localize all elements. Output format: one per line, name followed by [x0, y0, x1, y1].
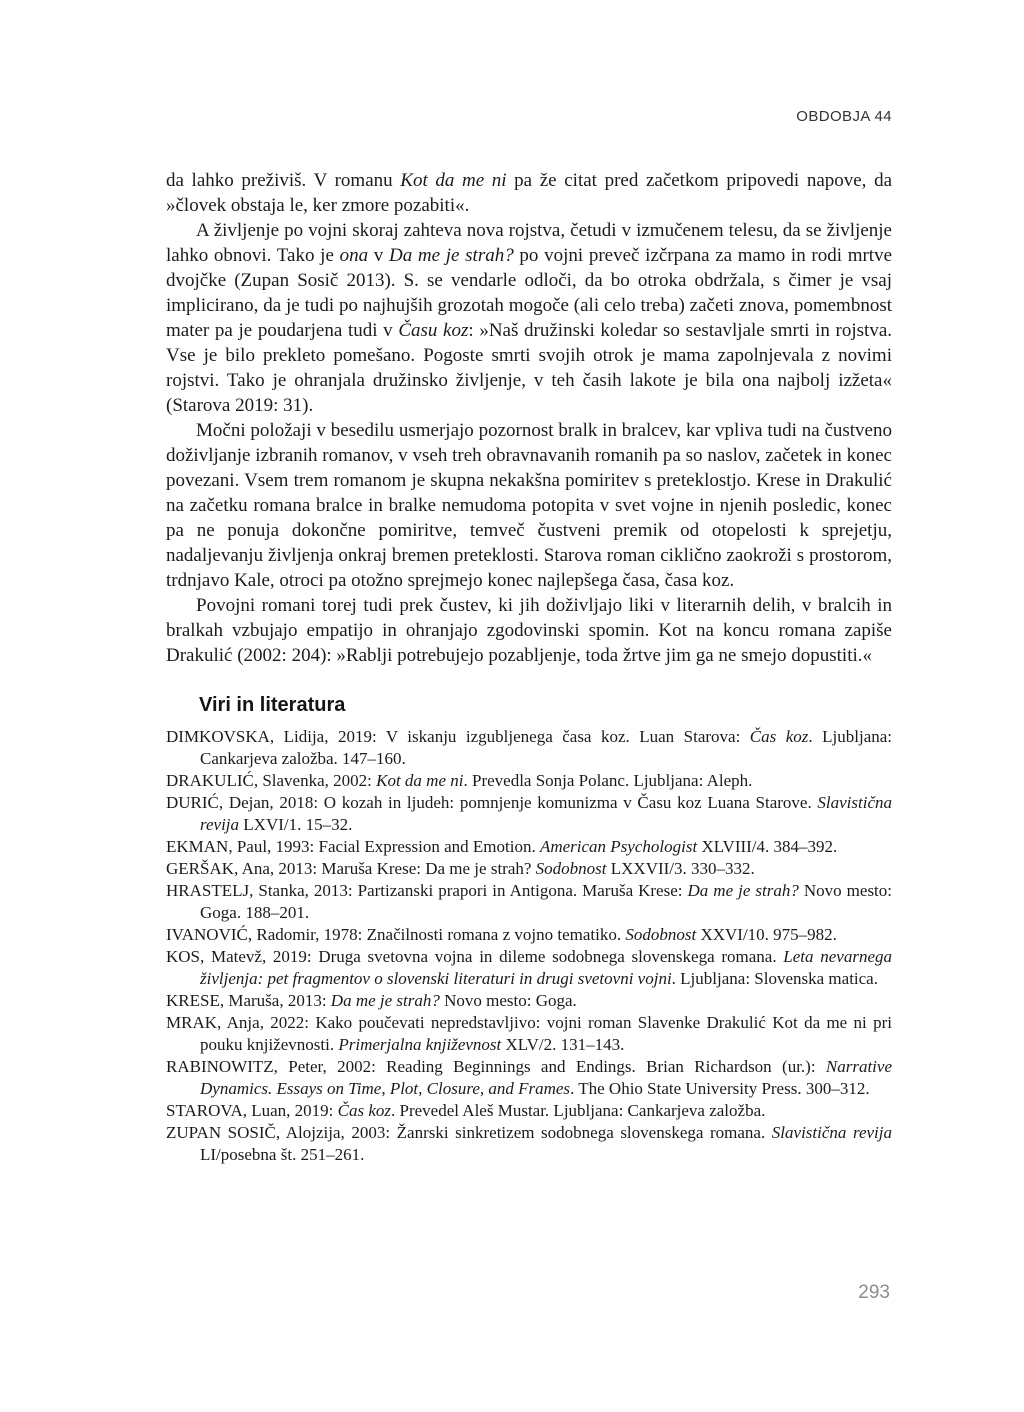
paragraph	[166, 218, 892, 418]
italic-text-run: Kot da me ni	[376, 771, 464, 790]
text-run: DIMKOVSKA, Lidija, 2019: V iskanju izgubljenega časa koz. Luan Starova:	[166, 727, 750, 746]
italic-text-run: Da me je strah?	[388, 245, 514, 266]
reference-entry	[166, 946, 892, 990]
reference-entry	[166, 880, 892, 924]
italic-text-run: Da me je strah?	[687, 881, 799, 900]
references-heading: Viri in literatura	[199, 694, 346, 716]
text-run: DRAKULIĆ, Slavenka, 2002:	[166, 771, 377, 790]
text-run: pa že citat pred začetkom pripovedi napove, da »človek obstaja le, ker zmore pozabiti«.	[166, 170, 892, 216]
italic-text-run: Leta nevarnega življenja: pet fragmentov o slovenski literaturi in drugi svetovni vojni	[200, 947, 892, 988]
text-run: Močni položaji v besedilu usmerjajo pozornost bralk in bralcev, kar vpliva tudi na čustveno doživljanje izbranih romanov, v vseh treh obravnavanih romanih pa so naslov, začetek in konec povezani. Vsem trem romanom je skupna nekakšna pomiritev s preteklostjo. Krese in Drakulić na začetku romana bralce in bralke nemudoma potopita v svet vojne in njenih posledic, konec pa ne ponuja dokončne pomiritve, temveč čustveni premik od otopelosti k sprejetju, nadaljevanju življenja onkraj bremen preteklosti. Starova roman ciklično zaokroži s prostorom, trdnjavo Kale, otroci pa otožno sprejmejo konec najlepšega časa, časa koz.	[166, 420, 892, 591]
text-run: A življenje po vojni skoraj zahteva nova rojstva, četudi v izmučenem telesu, da se življenje lahko obnovi. Tako je	[166, 220, 892, 266]
reference-entry	[166, 858, 892, 880]
italic-text-run: Kot da me ni	[400, 170, 507, 191]
paragraph	[166, 168, 892, 218]
text-run: LXVI/1. 15–32.	[239, 815, 353, 834]
text-run: Povojni romani torej tudi prek čustev, ki jih doživljajo liki v literarnih delih, v bralcih in bralkah vzbujajo empatijo in ohranjajo zgodovinski spomin. Kot na koncu romana zapiše Drakulić (2002: 204): »Rablji potrebujejo pozabljenje, toda žrtve jim ga ne smejo dopustiti.«	[166, 595, 892, 666]
running-head: OBDOBJA 44	[796, 108, 892, 125]
reference-entry	[166, 836, 892, 858]
text-run: . Ljubljana: Slovenska matica.	[671, 969, 878, 988]
text-run: po vojni preveč izčrpana za mamo in rodi mrtve dvojčke (Zupan Sosič 2013). S. se vendarle odloči, da bo otroka obdržala, s čimer je vsaj implicirano, da je tudi po najhujših grozotah mogoče (ali celo treba) začeti znova, pomembnost mater pa je poudarjena tudi v	[166, 245, 893, 341]
text-run: RABINOWITZ, Peter, 2002: Reading Beginnings and Endings. Brian Richardson (ur.):	[166, 1057, 826, 1076]
body-paragraphs	[166, 168, 892, 668]
text-run: . Prevedel Aleš Mustar. Ljubljana: Cankarjeva založba.	[391, 1101, 766, 1120]
reference-entry	[166, 1056, 892, 1100]
reference-list	[166, 726, 892, 1166]
reference-entry	[166, 792, 892, 836]
italic-text-run: Narrative Dynamics. Essays on Time, Plot, Closure, and Frames	[200, 1057, 892, 1098]
italic-text-run: Primerjalna književnost	[338, 1035, 502, 1054]
text-run: . Ljubljana: Cankarjeva založba. 147–160.	[200, 727, 893, 768]
italic-text-run: American Psychologist	[539, 837, 698, 856]
text-run: XXVI/10. 975–982.	[696, 925, 837, 944]
paragraph	[166, 593, 892, 668]
text-run: Novo mesto: Goga. 188–201.	[200, 881, 893, 922]
italic-text-run: Čas koz	[749, 727, 809, 746]
text-run: ZUPAN SOSIČ, Alojzija, 2003: Žanrski sinkretizem sodobnega slovenskega romana.	[166, 1123, 772, 1142]
italic-text-run: Čas koz	[337, 1101, 392, 1120]
text-run: MRAK, Anja, 2022: Kako poučevati nepredstavljivo: vojni roman Slavenke Drakulić Kot da me ni pri pouku književnosti.	[166, 1013, 892, 1054]
text-block	[166, 168, 892, 1166]
reference-entry	[166, 1100, 892, 1122]
italic-text-run: Sodobnost	[625, 925, 697, 944]
paragraph	[166, 418, 892, 593]
text-run: LI/posebna št. 251–261.	[200, 1145, 365, 1164]
text-run: IVANOVIĆ, Radomir, 1978: Značilnosti romana z vojno tematiko.	[166, 925, 626, 944]
italic-text-run: Slavistična revija	[771, 1123, 892, 1142]
reference-entry	[166, 990, 892, 1012]
text-run: . Prevedla Sonja Polanc. Ljubljana: Aleph.	[463, 771, 753, 790]
italic-text-run: Času koz	[398, 320, 469, 341]
italic-text-run: Da me je strah?	[330, 991, 440, 1010]
text-run: XLV/2. 131–143.	[501, 1035, 625, 1054]
text-run: HRASTELJ, Stanka, 2013: Partizanski prapori in Antigona. Maruša Krese:	[166, 881, 688, 900]
text-run: . The Ohio State University Press. 300–312.	[570, 1079, 870, 1098]
reference-entry	[166, 1122, 892, 1166]
page-number: 293	[858, 1282, 890, 1303]
reference-entry	[166, 1012, 892, 1056]
text-run: KRESE, Maruša, 2013:	[166, 991, 331, 1010]
reference-entry	[166, 924, 892, 946]
text-run: EKMAN, Paul, 1993: Facial Expression and Emotion.	[166, 837, 540, 856]
text-run: : »Naš družinski koledar so sestavljale smrti in rojstva. Vse je bilo prekleto pomešano. Pogoste smrti svojih otrok je mama zapolnjevala z novimi rojstvi. Tako je ohranjala družinsko življenje, v teh časih lakote je bila ona najbolj izžeta« (Starova 2019: 31).	[166, 320, 893, 416]
text-run: da lahko preživiš. V romanu	[166, 170, 401, 191]
italic-text-run: ona	[339, 245, 369, 266]
text-run: LXXVII/3. 330–332.	[606, 859, 755, 878]
italic-text-run: Sodobnost	[535, 859, 607, 878]
italic-text-run: Slavistična revija	[200, 793, 892, 834]
reference-entry	[166, 726, 892, 770]
text-run: STAROVA, Luan, 2019:	[166, 1101, 338, 1120]
text-run: GERŠAK, Ana, 2013: Maruša Krese: Da me je strah?	[166, 859, 536, 878]
reference-entry	[166, 770, 892, 792]
text-run: DURIĆ, Dejan, 2018: O kozah in ljudeh: pomnjenje komunizma v Času koz Luana Starove.	[166, 793, 818, 812]
text-run: XLVIII/4. 384–392.	[697, 837, 838, 856]
text-run: Novo mesto: Goga.	[439, 991, 577, 1010]
text-run: v	[368, 245, 389, 266]
text-run: KOS, Matevž, 2019: Druga svetovna vojna in dileme sodobnega slovenskega romana.	[166, 947, 784, 966]
